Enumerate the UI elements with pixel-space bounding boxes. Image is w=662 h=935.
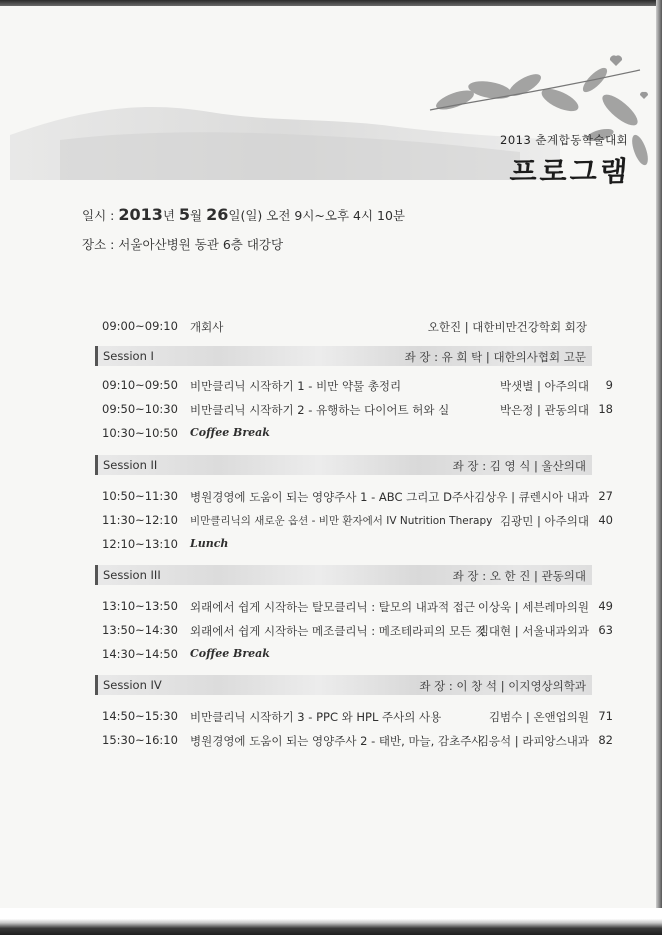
row-speaker: 김범수 | 온앤업의원 [488,710,589,724]
session-name: Session IV [103,678,162,692]
row-title: 비만클리닉 시작하기 3 - PPC 와 HPL 주사의 사용 [190,710,442,724]
row-page: 18 [598,402,613,416]
session-bar-marker [95,565,98,585]
session-header-3 [95,565,592,585]
row-time: 15:30~16:10 [102,733,178,747]
session-chair: 좌 장 : 김 영 식 | 울산의대 [452,459,586,473]
row-page: 71 [598,709,613,723]
row-title: Lunch [190,537,229,550]
session-chair: 좌 장 : 유 희 탁 | 대한의사협회 고문 [404,350,586,364]
row-page: 9 [605,378,613,392]
schedule-row [0,402,662,422]
event-place: 장소 : 서울아산병원 동관 6층 대강당 [82,237,284,252]
conference-title: 2013 춘계합동학술대회 [500,133,629,147]
date-year-unit: 년 [162,208,179,223]
row-time: 09:00~09:10 [102,319,178,333]
row-time: 12:10~13:10 [102,537,178,551]
row-title: 병원경영에 도움이 되는 영양주사 1 - ABC 그리고 D주사 [190,490,475,504]
schedule-row-opening [0,319,662,339]
row-time: 09:50~10:30 [102,402,178,416]
date-label: 일시 : [82,208,119,223]
schedule-row [0,709,662,729]
row-time: 10:50~11:30 [102,489,178,503]
event-date [82,205,405,224]
session-bar-marker [95,346,98,366]
date-day-rest: 일(일) 오전 9시~오후 4시 10분 [228,208,405,223]
row-title: 비만클리닉 시작하기 1 - 비만 약물 총정리 [190,379,402,393]
scan-edge-bottom [0,908,662,935]
session-name: Session I [103,349,154,363]
date-month-unit: 월 [190,208,207,223]
session-header-1 [95,346,592,366]
row-speaker: 오한진 | 대한비만건강학회 회장 [427,320,587,334]
schedule-row [0,489,662,509]
row-title: Coffee Break [190,647,270,660]
row-page: 82 [598,733,613,747]
row-speaker: 박은정 | 관동의대 [500,403,589,417]
scan-edge-top [0,0,662,6]
date-year: 2013 [118,205,163,224]
schedule-row [0,599,662,619]
row-speaker: 박샛별 | 아주의대 [500,379,589,393]
row-title: 병원경영에 도움이 되는 영양주사 2 - 태반, 마늘, 감초주사 [190,734,483,748]
session-bar-marker [95,675,98,695]
row-page: 63 [598,623,613,637]
row-speaker: 김광민 | 아주의대 [500,514,589,528]
schedule-row [0,513,662,533]
row-title: 비만클리닉의 새로운 옵션 - 비만 환자에서 IV Nutrition Therapy [190,515,493,527]
session-chair: 좌 장 : 오 한 진 | 관동의대 [452,569,586,583]
row-speaker: 김상우 | 큐렌시아 내과 [474,490,589,504]
schedule-row-break [0,647,662,667]
row-time: 14:30~14:50 [102,647,178,661]
row-speaker: 김응석 | 라피앙스내과 [477,734,589,748]
session-bar-marker [95,455,98,475]
row-title: 개회사 [190,320,224,334]
row-time: 14:50~15:30 [102,709,178,723]
schedule-row [0,378,662,398]
schedule-row [0,733,662,753]
row-time: 13:50~14:30 [102,623,178,637]
session-name: Session II [103,458,158,472]
session-chair: 좌 장 : 이 창 석 | 이지영상의학과 [419,679,586,693]
schedule-row-lunch [0,537,662,557]
date-day: 26 [206,205,229,224]
schedule-row [0,623,662,643]
row-time: 09:10~09:50 [102,378,178,392]
row-title: Coffee Break [190,426,270,439]
session-name: Session III [103,568,161,582]
row-time: 10:30~10:50 [102,426,178,440]
schedule-row-break [0,426,662,446]
row-speaker: 이상욱 | 세븐레마의원 [477,600,589,614]
date-month: 5 [178,205,191,224]
session-header-2 [95,455,592,475]
session-header-4 [95,675,592,695]
row-title: 외래에서 쉽게 시작하는 메조클리닉 : 메조테라피의 모든 것 [190,624,487,638]
program-title: 프로그램 [508,155,632,188]
row-page: 49 [598,599,613,613]
row-page: 40 [598,513,613,527]
row-page: 27 [598,489,613,503]
row-time: 11:30~12:10 [102,513,178,527]
row-speaker: 김대현 | 서울내과외과 [477,624,589,638]
row-time: 13:10~13:50 [102,599,178,613]
row-title: 비만클리닉 시작하기 2 - 유행하는 다이어트 허와 실 [190,403,450,417]
row-title: 외래에서 쉽게 시작하는 탈모클리닉 : 탈모의 내과적 접근 [190,600,475,614]
